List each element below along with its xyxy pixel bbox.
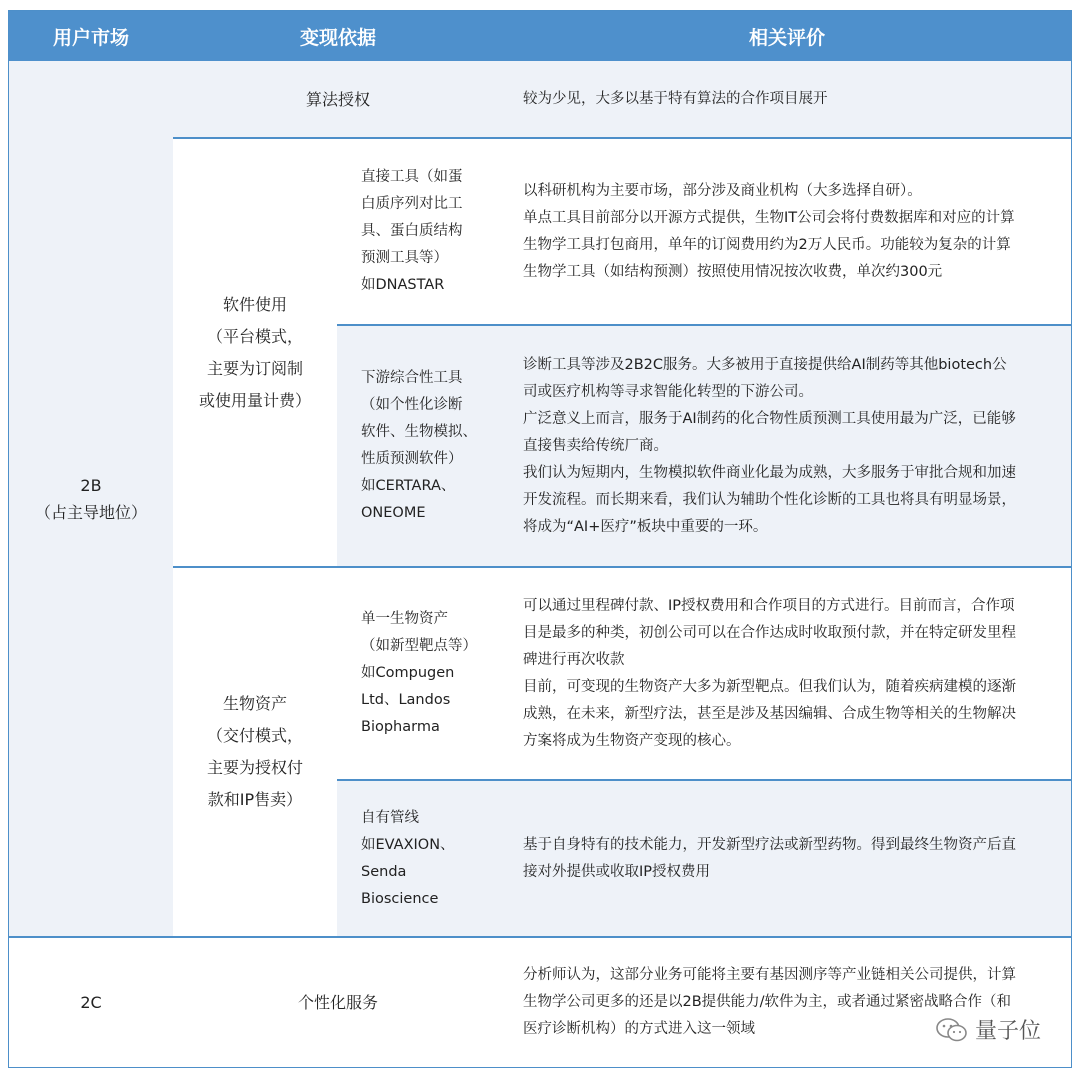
divider-line <box>173 566 1071 568</box>
downstream-tools-eval-line: 将成为“AI+医疗”板块中重要的一环。 <box>523 518 768 535</box>
market-2c-label: 2C <box>80 992 102 1012</box>
bio-assets-basis-text <box>207 688 303 816</box>
header-basis <box>173 11 503 61</box>
downstream-tools-eval-line: 我们认为短期内，生物模拟软件商业化最为成熟，大多服务于审批合规和加速 <box>523 464 1016 481</box>
own-pipeline-eval-line: 接对外提供或收取IP授权费用 <box>523 863 711 880</box>
bio-assets-basis-cell <box>173 567 337 937</box>
single-asset-label-line: 单一生物资产 <box>361 611 448 627</box>
direct-tools-label-line: 预测工具等） <box>361 250 448 266</box>
algo-eval-line: 较为少见，大多以基于特有算法的合作项目展开 <box>523 91 828 107</box>
divider-line <box>337 779 1071 781</box>
bio-assets-basis-line: 主要为授权付 <box>206 758 303 777</box>
downstream-tools-label-line: 下游综合性工具 <box>361 370 463 386</box>
direct-tools-label-line: 如DNASTAR <box>361 277 445 293</box>
software-basis-line: 软件使用 <box>222 294 287 314</box>
downstream-tools-eval-cell <box>503 325 1071 567</box>
personal-eval-line: 医疗诊断机构）的方式进入这一领域 <box>523 1020 755 1037</box>
downstream-tools-label-cell <box>337 325 503 567</box>
algo-eval-cell <box>503 61 1071 138</box>
header-basis-label: 变现依据 <box>299 26 376 49</box>
downstream-tools-eval-line: 开发流程。而长期来看，我们认为辅助个性化诊断的工具也将具有明显场景， <box>523 491 1016 508</box>
personal-eval-line: 分析师认为，这部分业务可能将主要有基因测序等产业链相关公司提供，计算 <box>523 966 1016 983</box>
watermark <box>935 1014 1041 1045</box>
direct-tools-eval-line: 生物学工具（如结构预测）按照使用情况按次收费，单次约300元 <box>523 263 943 280</box>
single-asset-label-cell <box>337 567 503 780</box>
direct-tools-eval-line: 以科研机构为主要市场，部分涉及商业机构（大多选择自研）。 <box>523 182 922 199</box>
divider-line <box>173 137 1071 139</box>
software-basis-text <box>199 289 311 417</box>
single-asset-label-line: （如新型靶点等） <box>361 638 477 654</box>
algo-basis-cell <box>173 61 503 138</box>
direct-tools-eval-line: 单点工具目前部分以开源方式提供，生物IT公司会将付费数据库和对应的计算 <box>523 209 1015 226</box>
wechat-icon <box>935 1017 969 1043</box>
personal-eval-line: 生物学公司更多的还是以2B提供能力/软件为主，或者通过紧密战略合作（和 <box>523 993 1012 1010</box>
software-basis-line: （平台模式， <box>206 326 303 346</box>
personal-basis-label: 个性化服务 <box>297 992 378 1012</box>
single-asset-label-line: 如Compugen <box>361 665 455 681</box>
algo-basis-label: 算法授权 <box>305 90 370 109</box>
direct-tools-eval-line: 生物学工具打包商用，单年的订阅费用约为2万人民币。功能较为复杂的计算 <box>523 236 1011 253</box>
downstream-tools-eval-line: 司或医疗机构等寻求智能化转型的下游公司。 <box>523 383 813 400</box>
single-asset-eval-line: 目前，可变现的生物资产大多为新型靶点。但我们认为，随着疾病建模的逐渐 <box>523 678 1016 695</box>
market-2c-cell <box>9 937 173 1067</box>
personal-basis-cell <box>173 937 503 1067</box>
downstream-tools-label-line: ONEOME <box>361 505 426 521</box>
downstream-tools-label-line: （如个性化诊断 <box>361 397 463 413</box>
market-2b-text <box>35 472 147 526</box>
watermark-text: 量子位 <box>974 1019 1041 1044</box>
downstream-tools-eval-line: 诊断工具等涉及2B2C服务。大多被用于直接提供给AI制药等其他biotech公 <box>523 356 1007 373</box>
own-pipeline-label-line: 自有管线 <box>361 809 419 826</box>
divider-line <box>9 936 1071 938</box>
software-basis-line: 或使用量计费） <box>198 390 311 410</box>
bio-assets-basis-line: 生物资产 <box>222 694 287 713</box>
direct-tools-eval-cell <box>503 138 1071 325</box>
personal-eval-cell <box>503 937 1071 1067</box>
single-asset-eval-line: 方案将成为生物资产变现的核心。 <box>523 732 741 749</box>
single-asset-eval-line: 碑进行再次收款 <box>523 651 625 668</box>
direct-tools-label-line: 白质序列对比工 <box>361 196 463 212</box>
single-asset-eval-line: 成熟，在未来，新型疗法，甚至是涉及基因编辑、合成生物等相关的生物解决 <box>523 705 1016 722</box>
header-eval <box>503 11 1071 61</box>
header-eval-label: 相关评价 <box>748 26 825 49</box>
market-2b-label: 2B <box>80 476 102 495</box>
downstream-tools-eval-line: 广泛意义上而言，服务于AI制药的化合物性质预测工具使用最为广泛，已能够 <box>523 410 1016 427</box>
own-pipeline-eval-cell <box>503 780 1071 937</box>
own-pipeline-label-cell <box>337 780 503 937</box>
bio-assets-basis-line: 款和IP售卖） <box>207 790 303 809</box>
header-market-label: 用户市场 <box>52 26 129 49</box>
direct-tools-label-line: 直接工具（如蛋 <box>361 169 463 185</box>
single-asset-eval-cell <box>503 567 1071 780</box>
own-pipeline-eval-line: 基于自身特有的技术能力，开发新型疗法或新型药物。得到最终生物资产后直 <box>523 836 1016 853</box>
revenue-table <box>8 10 1072 1068</box>
header-market <box>9 11 173 61</box>
downstream-tools-label-line: 软件、生物模拟、 <box>361 424 477 440</box>
downstream-tools-label-line: 如CERTARA、 <box>361 478 456 494</box>
direct-tools-label-cell <box>337 138 503 325</box>
single-asset-eval-line: 可以通过里程碑付款、IP授权费用和合作项目的方式进行。目前而言，合作项 <box>523 597 1015 614</box>
single-asset-label-line: Biopharma <box>361 719 440 735</box>
divider-line <box>337 324 1071 326</box>
single-asset-label-line: Ltd、Landos <box>361 692 451 708</box>
market-2b-note: （占主导地位） <box>34 503 147 522</box>
own-pipeline-label-line: 如EVAXION、 <box>361 836 455 853</box>
single-asset-eval-line: 目是最多的种类，初创公司可以在合作达成时收取预付款，并在特定研发里程 <box>523 624 1016 641</box>
market-2b-cell <box>9 61 173 937</box>
software-basis-cell <box>173 138 337 567</box>
downstream-tools-label-line: 性质预测软件） <box>361 451 463 467</box>
own-pipeline-label-line: Bioscience <box>361 890 439 907</box>
own-pipeline-label-line: Senda <box>361 863 407 880</box>
direct-tools-label-line: 具、蛋白质结构 <box>361 223 463 239</box>
bio-assets-basis-line: （交付模式， <box>206 726 303 745</box>
downstream-tools-eval-line: 直接售卖给传统厂商。 <box>523 437 668 454</box>
software-basis-line: 主要为订阅制 <box>206 358 303 378</box>
